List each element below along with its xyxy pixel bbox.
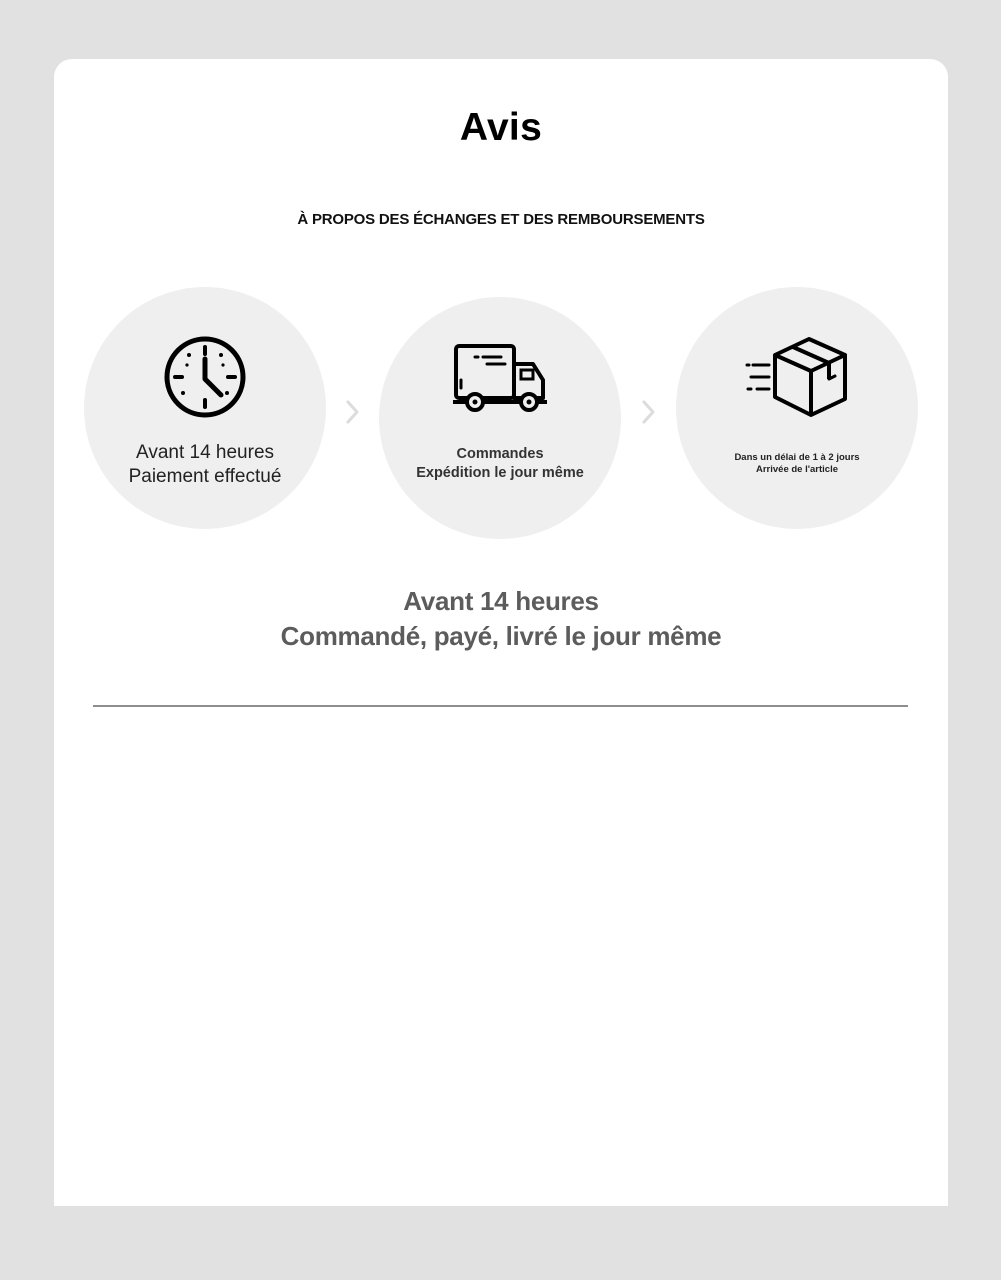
- step-shipping-line1: Commandes: [456, 446, 544, 462]
- section-divider: [93, 705, 908, 707]
- truck-icon: [453, 342, 547, 414]
- notice-card: [54, 59, 948, 1206]
- chevron-right-icon: [342, 398, 362, 426]
- step-shipping-text: [389, 445, 611, 483]
- chevron-right-icon: [638, 398, 658, 426]
- step-payment: [84, 287, 326, 529]
- headline-line1: Avant 14 heures: [403, 586, 599, 616]
- step-payment-text: [94, 441, 316, 489]
- box-delivery-icon: [745, 337, 849, 417]
- step-payment-line2: Paiement effectué: [128, 466, 282, 487]
- step-shipping-line2: Expédition le jour même: [416, 465, 584, 481]
- same-day-headline: [54, 584, 948, 654]
- step-shipping: [379, 297, 621, 539]
- section-subtitle: À PROPOS DES ÉCHANGES ET DES REMBOURSEMENTS: [297, 211, 705, 228]
- step-arrival-line2: Arrivée de l'article: [756, 464, 838, 475]
- page-title: Avis: [459, 106, 543, 149]
- clock-icon: [163, 335, 247, 419]
- step-payment-line1: Avant 14 heures: [135, 442, 275, 463]
- step-arrival-line1: Dans un délai de 1 à 2 jours: [734, 452, 860, 463]
- headline-line2: Commandé, payé, livré le jour même: [280, 621, 722, 651]
- step-arrival-text: [686, 452, 908, 476]
- step-arrival: [676, 287, 918, 529]
